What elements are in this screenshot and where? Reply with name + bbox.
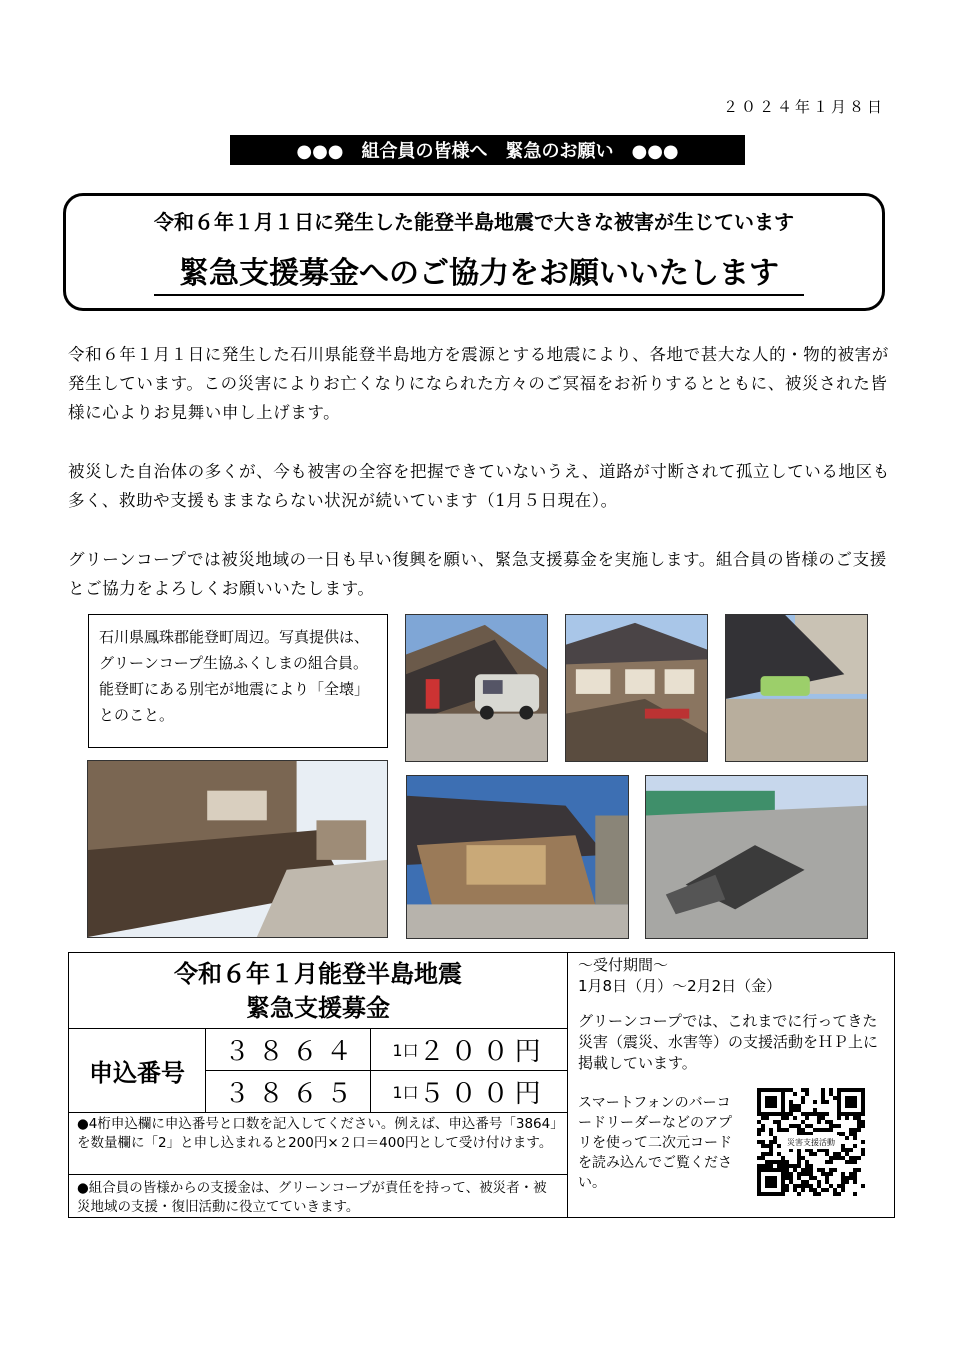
donation-unit-1: 1口 xyxy=(392,1041,419,1060)
qr-note: スマートフォンのバーコードリーダーなどのアプリを使って二次元コードを読み込んでご覧ください。 xyxy=(578,1095,732,1191)
photo-fallen-roof xyxy=(725,614,868,762)
hp-note: グリーンコープでは、これまでに行ってきた災害（震災、水害等）の支援活動をＨＰ上に掲載しています。 xyxy=(578,1012,879,1072)
notice-banner: ●●● 組合員の皆様へ 緊急のお願い ●●● xyxy=(230,135,745,165)
qr-code[interactable] xyxy=(757,1088,865,1196)
issue-date: ２０２４年１月８日 xyxy=(722,98,885,116)
donation-amount-1 xyxy=(371,1029,568,1071)
note-usage: ●組合員の皆様からの支援金は、グリーンコープが責任を持って、被災者・被災地域の支援・復旧活動に役立てていきます。 xyxy=(77,1180,547,1215)
photo-cracked-road xyxy=(645,775,868,939)
headline-line2: 緊急支援募金へのご協力をお願いいたします xyxy=(154,248,804,296)
application-number-header: 申込番号 xyxy=(69,1029,206,1113)
paragraph-fundraising: グリーンコープでは被災地域の一日も早い復興を願い、緊急支援募金を実施します。組合員の皆様のご支援とご協力をよろしくお願いいたします。 xyxy=(68,550,887,598)
period-heading: ～受付期間～ xyxy=(578,956,669,974)
donation-title-line1: 令和６年１月能登半島地震 xyxy=(174,960,462,988)
donation-table xyxy=(68,952,895,1218)
paragraph-situation: 被災した自治体の多くが、今も被害の全容を把握できていないうえ、道路が寸断されて孤立している地区も多く、救助や支援もままならない状況が続いています（1月５日現在）。 xyxy=(68,462,890,510)
donation-details xyxy=(69,953,568,1217)
paragraph-condolence: 令和６年１月１日に発生した石川県能登半島地方を震源とする地震により、各地で甚大な人的・物的被害が発生しています。この災害によりお亡くなりになられた方々のご冥福をお祈りするとともに、被災された皆様に心よりお見舞い申し上げます。 xyxy=(68,345,889,422)
donation-title-line2: 緊急支援募金 xyxy=(246,994,390,1022)
donation-amount-2 xyxy=(371,1071,568,1113)
donation-price-1: ２００円 xyxy=(418,1037,547,1067)
period-dates: 1月8日（月）～2月2日（金） xyxy=(578,977,782,995)
photo-collapsed-street xyxy=(87,760,388,938)
headline-box xyxy=(63,193,885,311)
qr-label: 災害支援活動 xyxy=(787,1138,835,1147)
donation-unit-2: 1口 xyxy=(392,1083,419,1102)
donation-side-info xyxy=(568,953,894,1217)
application-number-1: ３８６４ xyxy=(206,1029,371,1071)
headline-line1: 令和６年１月１日に発生した能登半島地震で大きな被害が生じています xyxy=(154,210,794,234)
donation-title xyxy=(69,953,567,1029)
photo-collapsed-building xyxy=(406,775,629,939)
donation-price-2: ５００円 xyxy=(418,1079,547,1109)
photo-caption: 石川県鳳珠郡能登町周辺。写真提供は、グリーンコープ生協ふくしまの組合員。能登町にある別宅が地震により「全壊」とのこと。 xyxy=(88,614,388,748)
application-number-2: ３８６５ xyxy=(206,1071,371,1113)
note-how-to-apply: ●4桁申込欄に申込番号と口数を記入してください。例えば、申込番号「3864」を数量欄に「2」と申し込まれると200円×２口＝400円として受け付けます。 xyxy=(69,1113,567,1175)
photo-collapsed-house-car xyxy=(405,614,548,762)
photo-damaged-house xyxy=(565,614,708,762)
